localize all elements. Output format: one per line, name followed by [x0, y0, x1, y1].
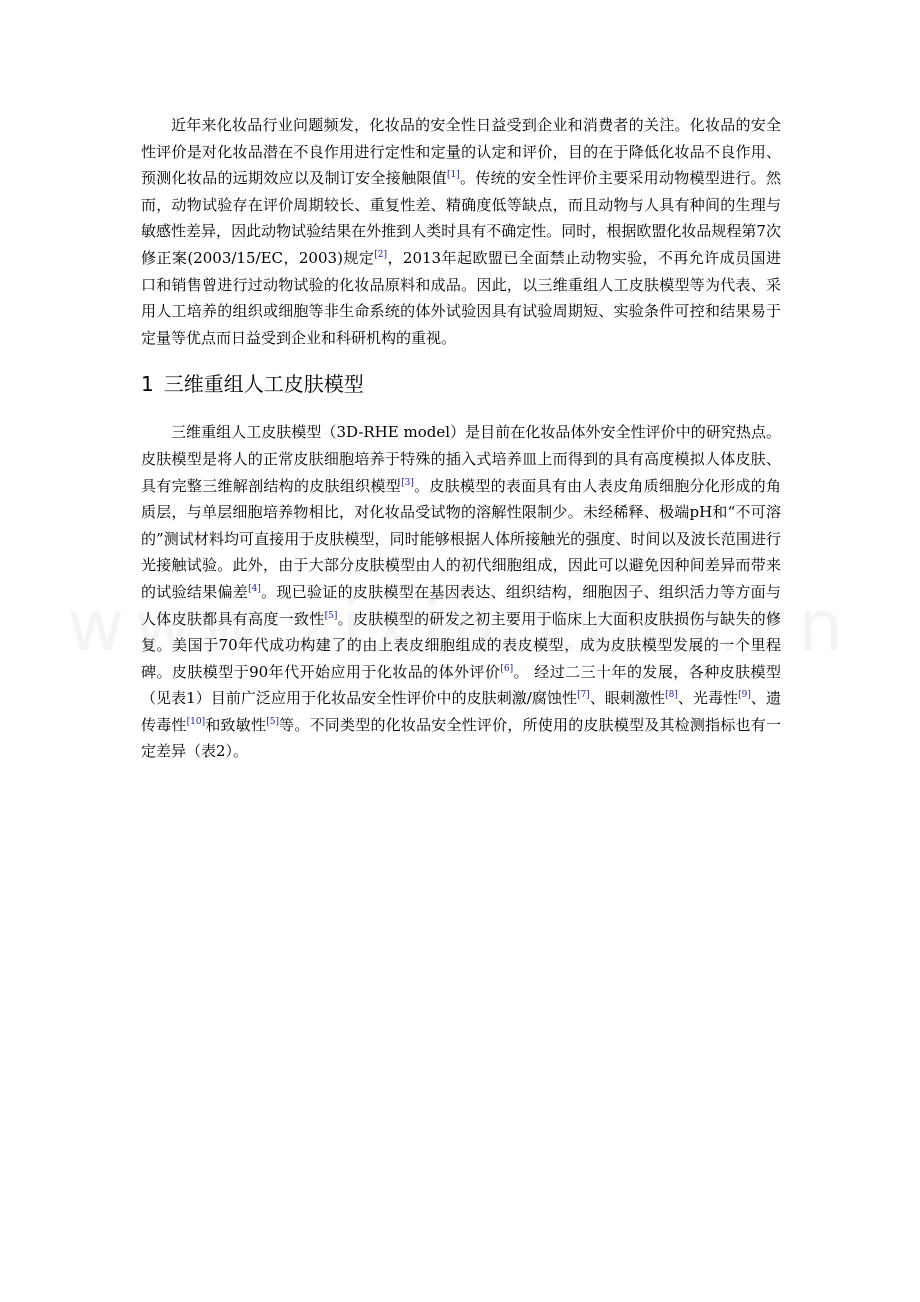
citation-ref: [5] — [324, 610, 338, 621]
section-heading — [141, 369, 781, 399]
paragraph-text: 、光毒性 — [677, 689, 739, 708]
citation-ref: [10] — [186, 716, 206, 727]
citation-ref: [9] — [738, 690, 751, 701]
paragraph-text: 三维重组人工皮肤模型（3D-RHE model）是目前在化妆品体外安全性评价中的研究热点。皮肤模型是将人的正常皮肤细胞培养于特殊的插入式培养皿上而得到的具有高度模拟人体皮肤、具有完整三维解剖结构的皮肤组织模型 — [141, 423, 781, 495]
citation-ref: [3] — [401, 477, 414, 488]
paragraph-text: 近年来化妆品行业问题频发，化妆品的安全性日益受到企业和消费者的关注。化妆品的安全性评价是对化妆品潜在不良作用进行定性和定量的认定和评价，目的在于降低化妆品不良作用、预测化妆品的远期效应以及制订安全接触限值 — [141, 116, 781, 188]
paragraph-text: 和致敏性 — [205, 715, 267, 734]
section-title: 三维重组人工皮肤模型 — [163, 372, 364, 397]
paragraph-text: 。皮肤模型的研发之初主要用于临床上大面积皮肤损伤与缺失的修复。美国于70年代成功构建了的由上表皮细胞组成的表皮模型，成为皮肤模型发展的一个里程碑。皮肤模型于90年代开始应用于化妆品的体外评价 — [141, 609, 781, 681]
section-number: 1 — [141, 372, 154, 397]
paragraph-text: ，2013年起欧盟已全面禁止动物实验，不再允许成员国进口和销售曾进行过动物试验的化妆品原料和成品。因此，以三维重组人工皮肤模型等为代表、采用人工培养的组织或细胞等非生命系统的体外试验因具有试验周期短、实验条件可控和结果易于定量等优点而日益受到企业和科研机构的重视。 — [141, 248, 781, 347]
section-paragraph — [141, 419, 781, 765]
citation-ref: [5] — [266, 716, 279, 727]
citation-ref: [6] — [500, 663, 514, 674]
citation-ref: [7] — [577, 690, 590, 701]
paragraph-text: 。皮肤模型的表面具有由人表皮角质细胞分化形成的角质层，与单层细胞培养物相比，对化妆品受试物的溶解性限制少。未经稀释、极端pH和“不可溶的”测试材料均可直接用于皮肤模型，同时能够根据人体所接触光的强度、时间以及波长范围进行光接触试验。此外，由于大部分皮肤模型由人的初代细胞组成，因此可以避免因种间差异而带来的试验结果偏差 — [141, 476, 781, 601]
document-body — [141, 112, 781, 765]
citation-ref: [4] — [248, 583, 261, 594]
paragraph-text: 。 经过二三十年的发展，各种皮肤模型（见表1）目前广泛应用于化妆品安全性评价中的皮肤刺激/腐蚀性 — [141, 662, 781, 708]
paragraph-text: 。传统的安全性评价主要采用动物模型进行。然而，动物试验存在评价周期较长、重复性差、精确度低等缺点，而且动物与人具有种间的生理与敏感性差异，因此动物试验结果在外推到人类时具有不确定性。同时，根据欧盟化妆品规程第7次修正案(2003/15/EC，2003)规定 — [141, 169, 781, 267]
citation-ref: [1] — [446, 170, 460, 181]
paragraph-text: 、眼刺激性 — [589, 689, 666, 708]
paragraph-text: 。现已验证的皮肤模型在基因表达、组织结构，细胞因子、组织活力等方面与人体皮肤都具有高度一致性 — [141, 582, 781, 628]
intro-paragraph — [141, 112, 781, 351]
citation-ref: [8] — [665, 690, 678, 701]
paragraph-text: 等。不同类型的化妆品安全性评价，所使用的皮肤模型及其检测指标也有一定差异（表2）。 — [141, 715, 781, 761]
paragraph-text: 、遗传毒性 — [141, 689, 781, 734]
citation-ref: [2] — [374, 249, 388, 260]
